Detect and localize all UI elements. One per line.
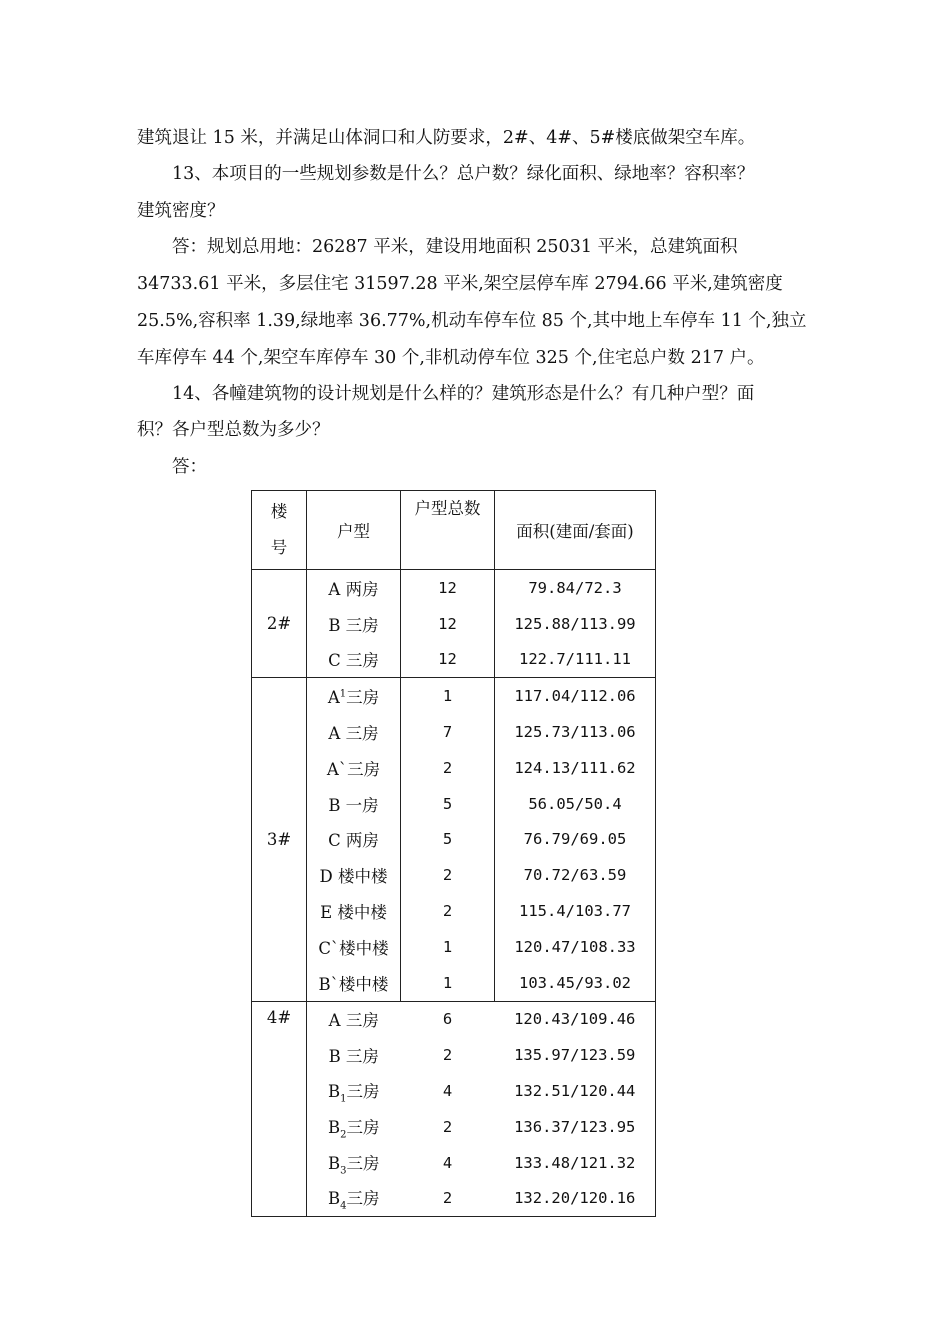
table-row xyxy=(252,929,656,965)
unit-type-cell: A 两房 xyxy=(307,570,401,606)
unit-count-cell: 2 xyxy=(442,1117,453,1136)
table-row xyxy=(252,750,656,786)
unit-area-cell: 124.13/111.62 xyxy=(495,750,656,786)
table-row xyxy=(252,965,656,1001)
unit-type-cell: $B_3$三房 xyxy=(327,1153,380,1176)
table-row xyxy=(252,606,656,642)
unit-type-cell: A 三房 xyxy=(307,714,401,750)
unit-type-cell: B 三房 xyxy=(307,606,401,642)
unit-type-cell: B 三房 xyxy=(328,1047,379,1067)
unit-area-cell: 133.48/121.32 xyxy=(495,1145,656,1181)
unit-area-cell: 76.79/69.05 xyxy=(495,822,656,858)
unit-count-cell: 1 xyxy=(401,929,495,965)
unit-count-cell: 5 xyxy=(401,822,495,858)
question-14-line-2: 积？各户型总数为多少？ xyxy=(137,420,330,440)
unit-count-cell: 4 xyxy=(442,1082,453,1101)
header-unit-type: 户型 xyxy=(307,491,401,570)
building-number-cell: 3# xyxy=(252,678,307,1001)
answer-14-label: 答： xyxy=(172,457,207,477)
unit-area-cell: 70.72/63.59 xyxy=(495,857,656,893)
unit-count-cell: 2 xyxy=(401,893,495,929)
unit-count-cell: 1 xyxy=(401,965,495,1001)
question-13-line-1: 13、本项目的一些规划参数是什么？总户数？绿化面积、绿地率？容积率？ xyxy=(172,164,755,184)
answer-13-line-1: 答：规划总用地：26287 平米，建设用地面积 25031 平米，总建筑面积 xyxy=(172,237,738,257)
unit-type-table xyxy=(251,490,656,1217)
unit-type-cell: E 楼中楼 xyxy=(307,893,401,929)
unit-count-cell: 12 xyxy=(401,606,495,642)
unit-count-cell: 4 xyxy=(442,1153,453,1172)
unit-area-cell: 120.43/109.46 xyxy=(495,1001,656,1037)
unit-count-cell: 1 xyxy=(401,678,495,714)
table-row xyxy=(252,1001,656,1037)
header-count: 户型总数 xyxy=(401,491,495,570)
unit-area-cell: 122.7/111.11 xyxy=(495,642,656,678)
unit-type-cell: C 两房 xyxy=(307,822,401,858)
answer-13-line-4: 车库停车 44 个,架空车库停车 30 个,非机动停车位 325 个,住宅总户数 217 户。 xyxy=(137,348,765,368)
unit-type-cell: D 楼中楼 xyxy=(307,857,401,893)
table-row xyxy=(252,1109,656,1145)
answer-13-line-3: 25.5%,容积率 1.39,绿地率 36.77%,机动车停车位 85 个,其中地上车停车 11 个,独立 xyxy=(137,311,807,331)
question-13-line-2: 建筑密度？ xyxy=(137,201,225,221)
unit-type-cell: B`楼中楼 xyxy=(307,965,401,1001)
unit-count-cell: 7 xyxy=(401,714,495,750)
unit-area-cell: 120.47/108.33 xyxy=(495,929,656,965)
table-row xyxy=(252,822,656,858)
table-row xyxy=(252,1181,656,1217)
unit-area-cell: 125.88/113.99 xyxy=(495,606,656,642)
answer-13-line-2: 34733.61 平米，多层住宅 31597.28 平米,架空层停车库 2794.66 平米,建筑密度 xyxy=(137,274,783,294)
unit-type-cell: A 三房 xyxy=(307,1001,401,1037)
unit-area-cell: 56.05/50.4 xyxy=(495,786,656,822)
table-row xyxy=(252,678,656,714)
unit-count-cell: 2 xyxy=(442,1046,453,1065)
unit-area-cell: 103.45/93.02 xyxy=(495,965,656,1001)
unit-area-cell: 136.37/123.95 xyxy=(495,1109,656,1145)
header-area: 面积(建面/套面) xyxy=(495,491,656,570)
unit-type-cell: A`三房 xyxy=(307,750,401,786)
unit-area-cell: 132.51/120.44 xyxy=(495,1073,656,1109)
unit-area-cell: 132.20/120.16 xyxy=(495,1181,656,1217)
building-number-cell: 2# xyxy=(252,570,307,678)
unit-count-cell: 12 xyxy=(401,570,495,606)
paragraph-setback: 建筑退让 15 米，并满足山体洞口和人防要求，2#、4#、5#楼底做架空车库。 xyxy=(137,128,756,148)
unit-count-cell: 5 xyxy=(401,786,495,822)
table-row xyxy=(252,786,656,822)
table-row xyxy=(252,1073,656,1109)
unit-count-cell: 2 xyxy=(401,1181,495,1217)
unit-area-cell: 115.4/103.77 xyxy=(495,893,656,929)
unit-count-cell: 2 xyxy=(401,750,495,786)
table-row xyxy=(252,893,656,929)
unit-type-cell: $B_2$三房 xyxy=(327,1117,380,1140)
unit-type-cell: $B_1$三房 xyxy=(327,1081,380,1105)
unit-count-cell: 2 xyxy=(401,857,495,893)
table-row xyxy=(252,1145,656,1181)
unit-count-cell: 12 xyxy=(401,642,495,678)
table-row xyxy=(252,714,656,750)
table-body xyxy=(252,570,656,1217)
unit-area-cell: 79.84/72.3 xyxy=(495,570,656,606)
question-14-line-1: 14、各幢建筑物的设计规划是什么样的？建筑形态是什么？有几种户型？面 xyxy=(172,384,755,404)
unit-type-cell: B 一房 xyxy=(307,786,401,822)
unit-type-cell: C`楼中楼 xyxy=(307,929,401,965)
unit-area-cell: 135.97/123.59 xyxy=(495,1037,656,1073)
header-building: 楼 号 xyxy=(252,491,307,570)
unit-area-cell: 117.04/112.06 xyxy=(495,678,656,714)
table-header-row xyxy=(252,491,656,570)
table-row xyxy=(252,1037,656,1073)
unit-type-cell: $A^1$三房 xyxy=(307,678,401,714)
table-row xyxy=(252,570,656,606)
table-row xyxy=(252,642,656,678)
table-row xyxy=(252,857,656,893)
unit-type-cell: $B_4$三房 xyxy=(307,1181,401,1217)
building-number-cell: 4# xyxy=(252,1001,307,1217)
unit-type-cell: C 三房 xyxy=(307,642,401,678)
unit-count-cell: 6 xyxy=(401,1001,495,1037)
unit-area-cell: 125.73/113.06 xyxy=(495,714,656,750)
